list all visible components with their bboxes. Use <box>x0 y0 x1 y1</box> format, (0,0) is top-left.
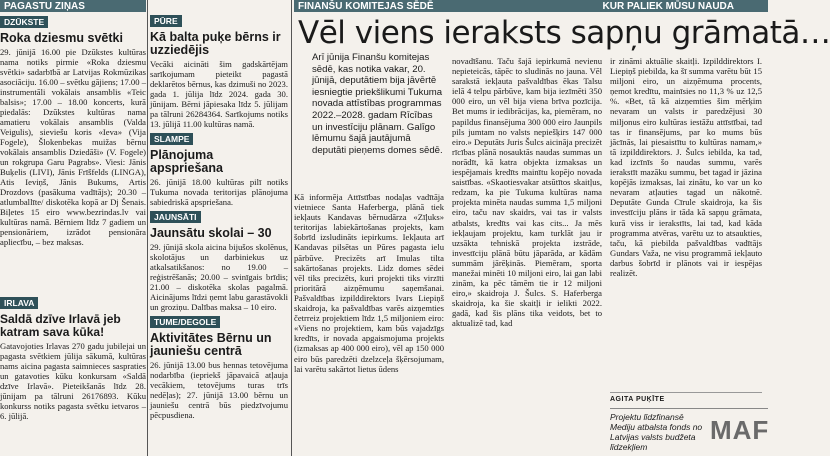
column-divider <box>147 0 148 456</box>
article-headline: Kā balta puķe bērns ir uzziedējis <box>150 30 281 57</box>
text-column-3 <box>610 56 762 403</box>
maf-credit <box>610 408 768 456</box>
maf-text: Projektu līdzfinansē Mediju atbalsta fonds no Latvijas valsts budžeta līdzekļiem <box>610 412 703 452</box>
place-tag: DZŪKSTE <box>0 16 48 28</box>
place-tag: TUME/DEGOLE <box>150 316 220 328</box>
place-tag: JAUNSĀTI <box>150 211 201 223</box>
middle-column <box>150 0 288 456</box>
text-column-2: novadīšanu. Taču šajā iepirkumā nevienu nepieteicās, tāpēc to sludinās no jauna. Vēl sarakstā iekļauta pašvaldības ēkas Talsu ielā 4 telpu pārbūve, kam bija iezīmēti 350 000 eiro, un vēl bija viena brīva pozīcija. Bet mums ir iedibrācijas, ka, piemēram, no papildus finansējuma 300 000 eiro Jaunpils pils jumtam no valsts nepiešķirs 147 000 eiro.» Deputāts Juris Šulcs aicināja precizēt rīcības plānā nosauktās naudas summas un norādīt, kā katra objekta izmaksas un iespējamais kredīts mainītu kopējo novada saistības. «Skaotiesvakar atsūtītos skaitļus, redzam, ka pie Tukuma kultūras nama projekta minēta naudas summa 1,5 miljoni eiro, taču nav skaidrs, vai tas ir valsts atbalsts, kredīts vai kas cits... Ja mēs iekļaujam projektu, kam turklāt jau ir uzsākta tehniskā projekta izstrāde, investīciju plānā būtu jāparāda, ar kādām summām jārēķinās. Piemēram, sporta manežai minēti 10 miljoni eiro, lai gan labi zinām, ka pēc tāmēm tie ir 12 miljoni eiro,» skaidroja J. Šulcs. S. Haferberga skaidroja, ka šie skaitļi ir ielikti 2022. gadā, kad šis plāns tika veidots, bet to aktualizē tad, kad <box>452 56 602 329</box>
maf-logo: MAF <box>710 415 770 445</box>
text-column-1 <box>294 52 444 450</box>
article-headline: Roka dziesmu svētki <box>0 31 123 45</box>
section-bar <box>294 0 768 12</box>
article-body: 29. jūnijā skola aicina bijušos skolēnus, skolotājus un darbiniekus uz atkalsatikšanos: no 19.00 – reģistrēšanās; 20.00 – svinīgais brīdis; 21.00 – diskotēka skolas pagalmā. Aicinājums līdzi ņemt labu garastāvokli un groziņu. Dalības maksa – 10 eiro. <box>150 242 288 312</box>
section-label: PAGASTU ZIŅAS <box>0 0 146 12</box>
article-body: 29. jūnijā 16.00 pie Dzūkstes kultūras nama notiks pirmie «Roka dziesmu svētki» sadarbībā ar Latvijas Rokmūzikas asociāciju. 16.00 – svētku gājiens; 17.00 – instrumentāli vokālais ansamblis «Teic balsis»; 17.00 – 18.00 koncerts, kurā piedalās: Dzūkstes kultūras nama amatieru vokālais ansamblis (Valda Veigulis), sieviešu koris «Ieva» (Vija Fogele), Šlokenbekas muižas bērnu vokālais ansamblis Dziedāši» (V. Fogele) un rokgrupa Garu Pagrabs». Viesi: Jānis Buķelis (LIVI), Jānis Frīšfelds (LINGA), Atis Ieviņš, Jānis Bukums, Artis Drozdovs (pasākuma vadītājs); 20.30 – atlumballīte/ diskotēka kopā ar Dj Šenais. Biļetes 15 eiro www.bezrindas.lv vai kultūras namā. Bērniem līdz 7 gadiem un pensionāriem, izrādot pensionāra apliecību, – bez maksas. <box>0 47 146 247</box>
column-divider <box>291 0 292 456</box>
main-article <box>294 0 830 456</box>
article-body: Vecāki aicināti šim gadskārtējam sarīkojumam pieteikt pagastā deklarētos bērnus, kas dzimuši no 2023. gada 1. jūlija līdz 2024. gada 30. jūnijam. Bērni jāpiesaka līdz 5. jūlijam pa tālruni 26284364. Sarīkojums notiks 13. jūlijā 11.00 kultūras namā. <box>150 59 288 129</box>
article-body: Kā informēja Attīstības nodaļas vadītāja vietniece Santa Haferberga, plānā tiek iekļauts Kandavas bērnudārza «Zīļuks» teritorijas labiekārtošanas projekts, kam šobrīd izsludināts iepirkums. Iekļauta arī Kandavas pilsētas un Pūres pagasta ielu pārbūve. Precizēts arī Imulas tilta sakārtošanas projekts. Lidz domes sēdei vēl tiks precizēts, kuri projekti tiks virzīti prioritārā aizņēmumu saņemšanai. Pašvaldības izpilddirektors Ivars Liepiņš skaidroja, ka pašvaldības varēs aizņemties četrreiz projektiem līdz 1,5 miljoniem eiro: «Viens no projektiem, kam būs vajadzīgs kredīts, ir novada apgaismojuma projekts (izmaksas ap 400 000 eiro), vēl ap 150 000 eiro būs paredzēti dzelzceļa šķērsojumam, lai varētu sakārtot lietus ūdens <box>294 192 444 374</box>
article-body: Gatavojoties Irlavas 270 gadu jubilejai un pagasta svētkiem jūlija sākumā, kultūras nams aicina pagasta saimnieces saspraties un gatavoties kūku konkursam «Saldā dzīve Irlavā». Pieteikšanās līdz 28. jūnijam pa tālruni 26176893. Kūku konkurss notiks pagasta svētku ietvaros – 6. jūlijā. <box>0 341 146 421</box>
place-tag: IRLAVA <box>0 297 38 309</box>
place-tag: PŪRE <box>150 15 182 27</box>
article-body: 26. jūnijā 18.00 kultūras pilī notiks Tukuma novada teritorijas plānojuma sabiedriskā apspriešana. <box>150 177 288 207</box>
article-body: 26. jūnijā 13.00 bus hennas tetovējuma nodarbība (iepriekš jāpavaicā atļauja vecākiem, tetovējums turas trīs nedēļas); 27. jūnijā 13.00 bērnu un jauniešu centrā būs piedzīvojumu pēcpusdiena. <box>150 360 288 420</box>
author-byline: AGITA PUĶĪTE <box>610 392 762 403</box>
article-headline: Jaunsātu skolai – 30 <box>150 226 272 240</box>
article-headline: Aktivitātes Bērnu un jauniešu centrā <box>150 331 272 358</box>
article-headline: Saldā dzīve Irlavā jeb katram sava kūka! <box>0 312 121 339</box>
left-column <box>0 0 146 456</box>
section-label: KUR PALIEK MŪSU NAUDA <box>602 1 734 12</box>
section-label: FINANŠU KOMITEJAS SĒDĒ <box>298 1 434 12</box>
place-tag: SLAMPE <box>150 133 193 145</box>
main-headline: Vēl viens ieraksts sapņu grāmatā… <box>298 15 830 51</box>
article-body: ir zināmi aktuālie skaitļi. Izpilddirektors I. Liepiņš piebilda, ka šī summa varētu būt 15 miljoni eiro, un aizņēmuma procents, ņemot kredītu, mainīsies no 11,3 % uz 12,5 %. «Bet, tā kā aizņemties šim mērķim nevaram un valsts ir paredzējusi 30 miljonus eiro kultūras iestāžu attīstībai, tad tas ir finansējums, par ko mums būs jācīnās, lai piesaistītu to kultūras namam,» tā izpilddirektors. J. Šulcs iebilda, ka tad, kad izcīnīs šo naudas summu, varēs ierakstīt mazāku summu, bet tagad ir jāzina kopējās izmaksas, lai zinātu, ko var un ko nevaram atļauties tagad un nākotnē. Deputāte Gunda Cīrule skaidroja, ka šis investīciju plāns ir tāda kā sapņu grāmata, kurā viss ir ierakstīts, lai tad, kad kāda programma atvēras, varētu uz to atsaukties, taču, kā piebilda pašvaldības vadītājs Gundars Važa, ne visu programmā iekļauto darbus šobrīd ir plānots vai ir iespējas realizēt. <box>610 56 762 278</box>
article-headline: Plānojuma apspriešana <box>150 148 223 175</box>
lead-paragraph: Arī jūnija Finanšu komitejas sēdē, kas notika vakar, 20. jūnijā, deputātiem bija jāvērtē iesniegtie priekšlikumi Tukuma novada attīstības programmas 2022.–2028. gadam Rīcības un investīciju plānam. Galīgo lēmumu šajā jautājumā deputāti pieņems domes sēdē. <box>312 52 443 156</box>
